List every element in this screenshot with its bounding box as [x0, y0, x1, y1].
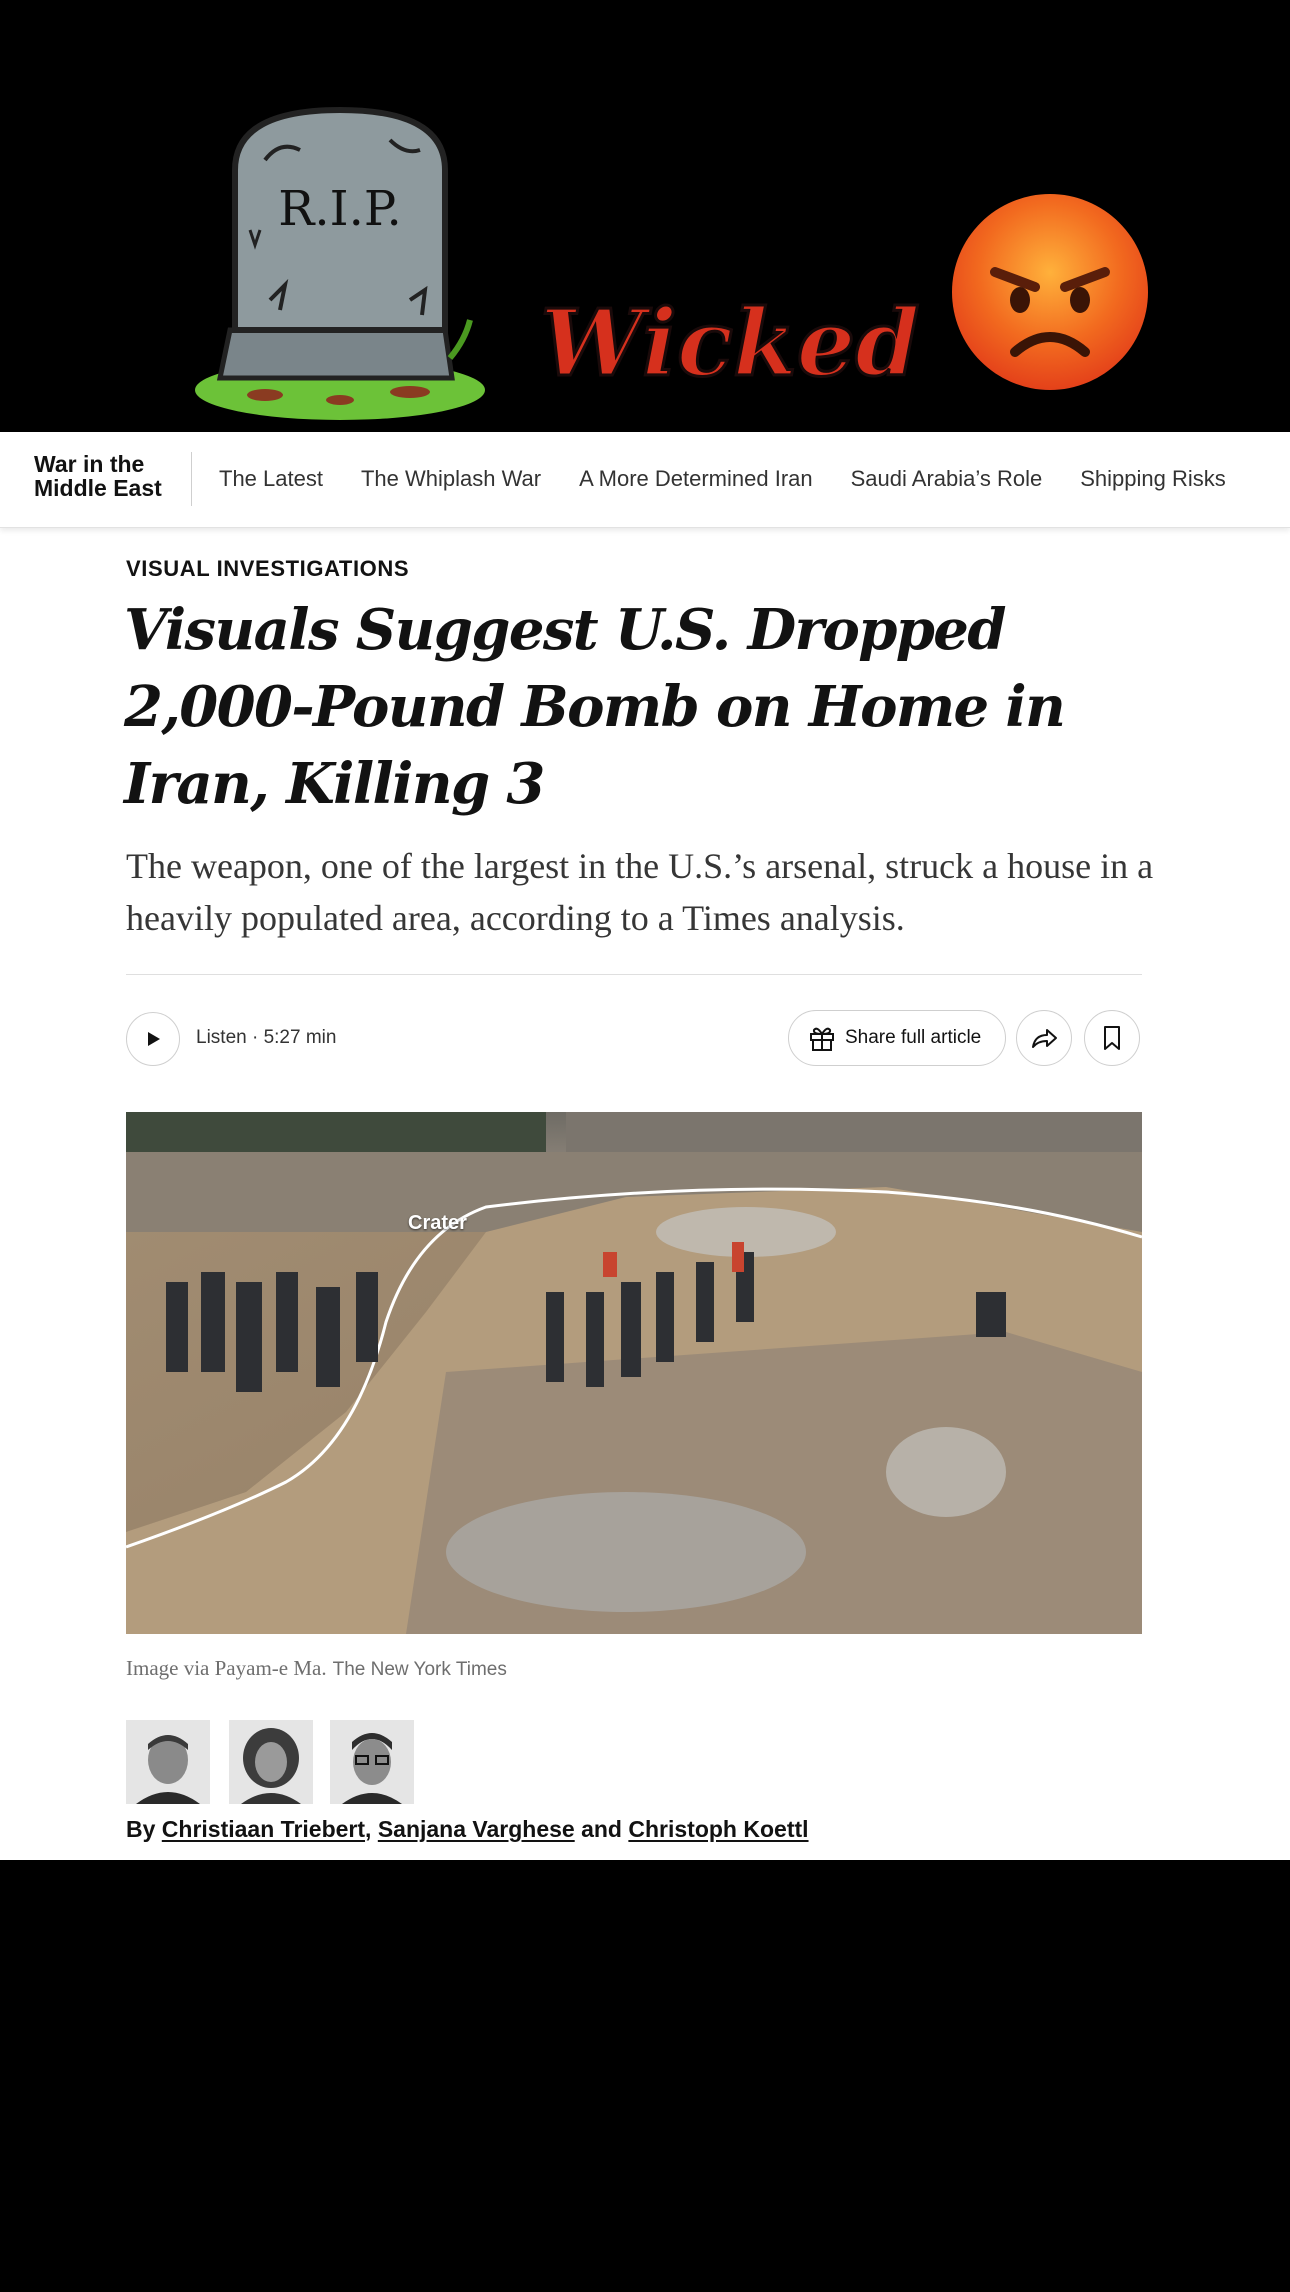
- tombstone-text: R.I.P.: [278, 181, 402, 237]
- crater-annotation: Crater: [408, 1212, 467, 1234]
- avatar[interactable]: [126, 1720, 210, 1804]
- author-link[interactable]: Sanjana Varghese: [377, 1816, 575, 1842]
- share-full-article-button[interactable]: [788, 1010, 1006, 1066]
- avatar[interactable]: [229, 1720, 313, 1804]
- nav-link-determined-iran[interactable]: A More Determined Iran: [579, 466, 813, 491]
- gift-icon: [807, 1023, 837, 1053]
- nav-links: [219, 466, 1264, 492]
- section-kicker[interactable]: VISUAL INVESTIGATIONS: [126, 556, 410, 581]
- nav-link-whiplash-war[interactable]: The Whiplash War: [360, 466, 542, 491]
- avatar[interactable]: [330, 1720, 414, 1804]
- bookmark-icon: [1102, 1025, 1122, 1051]
- nav-link-shipping-risks[interactable]: Shipping Risks: [1080, 466, 1226, 491]
- tombstone-sticker: [190, 100, 490, 430]
- caption-source: Image via Payam-e Ma.: [126, 1656, 327, 1680]
- share-button[interactable]: [1016, 1010, 1072, 1066]
- listen-label[interactable]: Listen · 5:27 min: [196, 1027, 337, 1048]
- section-navbar: [0, 432, 1290, 528]
- sticker-area: [0, 0, 1290, 432]
- byline: By Christiaan Triebert, Sanjana Varghese and Christoph Koettl: [126, 1816, 809, 1842]
- share-label: Share full article: [845, 1027, 982, 1048]
- section-brand[interactable]: War in the Middle East: [34, 451, 162, 501]
- play-icon: [144, 1030, 162, 1048]
- divider: [126, 974, 1142, 975]
- byline-prefix: By: [126, 1816, 156, 1842]
- listen-button[interactable]: [126, 1012, 180, 1066]
- caption-credit: The New York Times: [332, 1659, 507, 1680]
- image-caption: [126, 1656, 507, 1681]
- save-button[interactable]: [1084, 1010, 1140, 1066]
- nav-divider: [191, 452, 192, 506]
- share-arrow-icon: [1029, 1025, 1059, 1051]
- wicked-sticker: [540, 275, 920, 405]
- summary: The weapon, one of the largest in the U.S.’s arsenal, struck a house in a heavily populated area, according to a Times analysis.: [126, 846, 1154, 938]
- crater-photo[interactable]: [126, 1112, 1142, 1634]
- angry-face-icon: [950, 192, 1150, 392]
- author-link[interactable]: Christiaan Triebert: [161, 1816, 366, 1842]
- author-link[interactable]: Christoph Koettl: [628, 1816, 809, 1842]
- nav-link-latest[interactable]: The Latest: [219, 466, 323, 491]
- headline: Visuals Suggest U.S. Dropped 2,000-Pound Bomb on Home in Iran, Killing 3: [124, 597, 1065, 817]
- article-panel: [0, 432, 1290, 1860]
- byline-and: and: [581, 1816, 622, 1842]
- nav-link-saudi-role[interactable]: Saudi Arabia’s Role: [850, 466, 1043, 491]
- wicked-text: Wicked: [540, 289, 920, 397]
